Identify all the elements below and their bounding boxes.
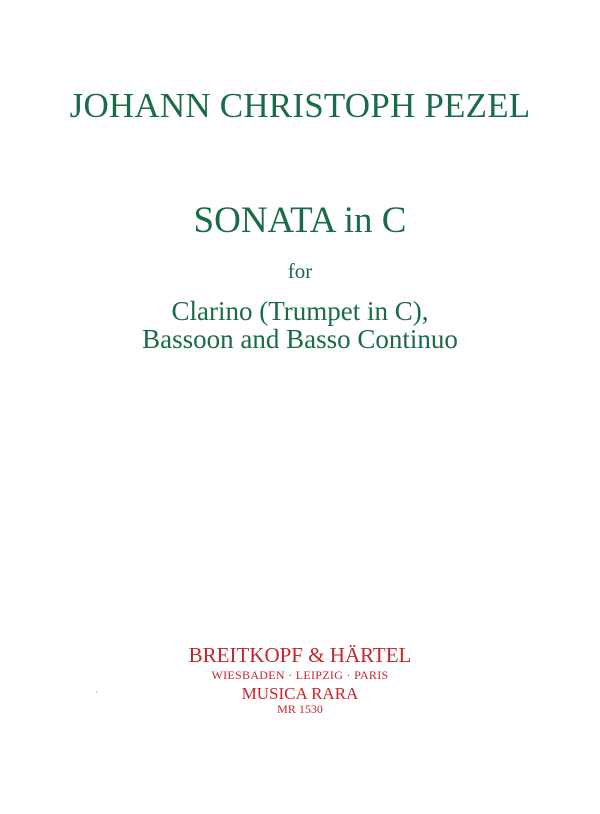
paper-speck xyxy=(96,691,97,693)
for-label: for xyxy=(287,259,313,283)
composer-name: JOHANN CHRISTOPH PEZEL xyxy=(69,86,531,125)
instrumentation-line-1: Clarino (Trumpet in C), xyxy=(171,296,429,326)
catalog-number: MR 1530 xyxy=(277,702,323,716)
publisher-name: BREITKOPF & HÄRTEL xyxy=(188,643,412,667)
publisher-imprint: MUSICA RARA xyxy=(241,684,359,703)
publisher-cities: WIESBADEN · LEIPZIG · PARIS xyxy=(211,668,389,682)
instrumentation-line-2: Bassoon and Basso Continuo xyxy=(142,324,458,354)
work-title: SONATA in C xyxy=(193,200,407,241)
